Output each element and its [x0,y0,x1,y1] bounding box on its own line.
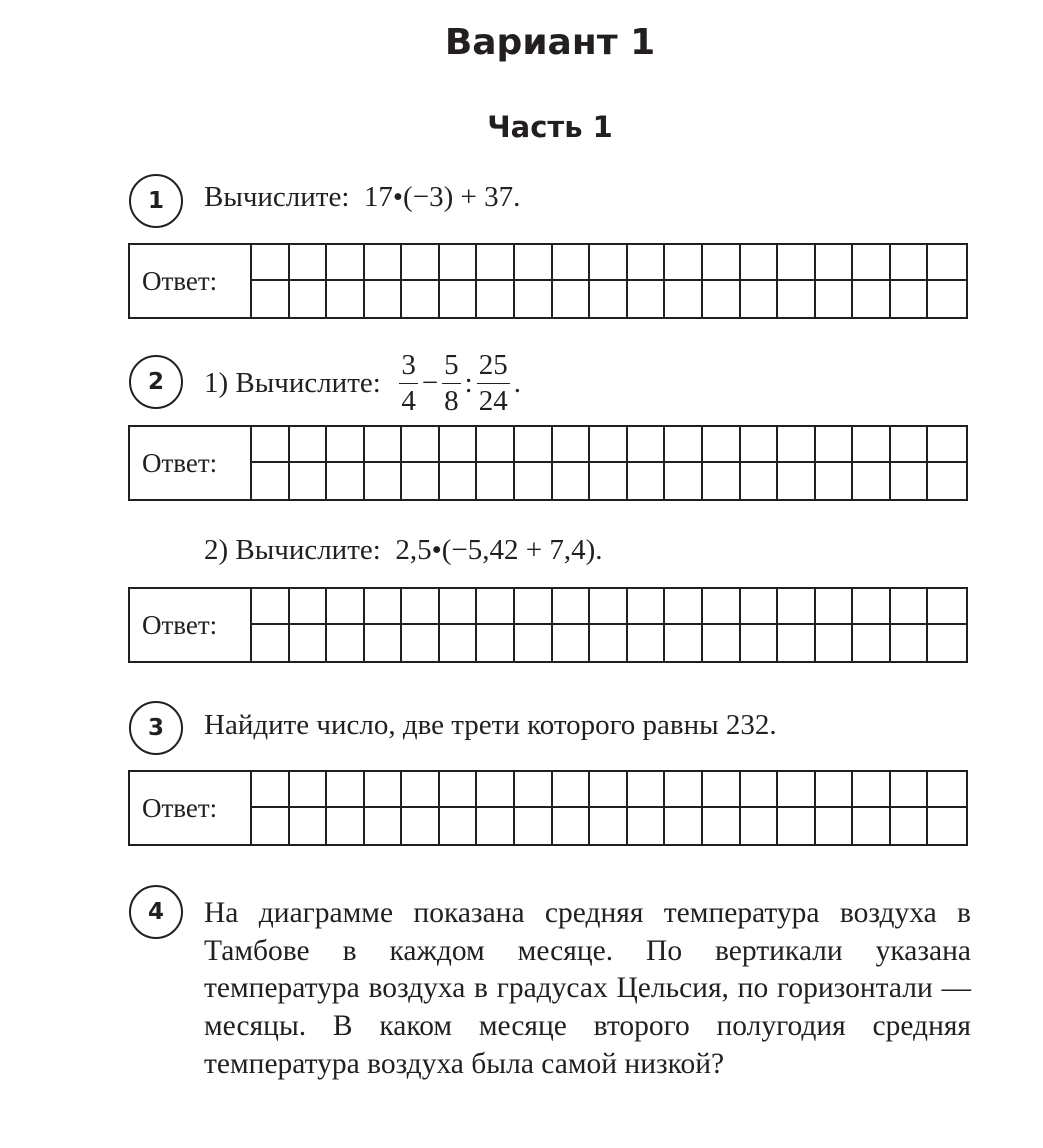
answer-cell[interactable] [515,589,553,625]
answer-cell[interactable] [778,772,816,808]
answer-cell[interactable] [440,625,478,661]
answer-cell[interactable] [778,427,816,463]
task-1-expression: 17•(−3) + 37. [363,181,521,213]
answer-box-2-2[interactable] [128,587,968,663]
answer-cell[interactable] [665,245,703,281]
variant-title [0,22,1043,63]
answer-cell[interactable] [928,245,966,281]
part-title [0,110,1043,144]
task-1-text [204,181,520,214]
numerator: 5 [442,351,461,384]
answer-cell[interactable] [590,427,628,463]
answer-cell[interactable] [703,772,741,808]
answer-cell[interactable] [741,808,779,844]
answer-cell[interactable] [477,589,515,625]
answer-cell[interactable] [703,463,741,499]
denominator: 4 [401,384,416,417]
task-1-prompt: Вычислите: [204,181,350,213]
fraction [442,348,461,417]
task-3-text [204,709,777,742]
answer-cell[interactable] [628,808,666,844]
answer-cell[interactable] [365,589,403,625]
answer-cell[interactable] [402,463,440,499]
numerator: 25 [477,351,510,384]
answer-cell[interactable] [590,589,628,625]
answer-cell[interactable] [553,772,591,808]
answer-cell[interactable] [665,427,703,463]
answer-cell[interactable] [553,808,591,844]
answer-cell[interactable] [440,772,478,808]
answer-label: Ответ: [130,427,252,499]
answer-cell[interactable] [590,463,628,499]
answer-cell[interactable] [665,463,703,499]
answer-grid[interactable] [252,772,966,844]
answer-cell[interactable] [365,245,403,281]
answer-cell[interactable] [440,808,478,844]
answer-cell[interactable] [778,281,816,317]
operator: . [513,366,521,399]
answer-cell[interactable] [515,281,553,317]
variant-title-text: Вариант 1 [444,22,656,63]
answer-cell[interactable] [741,427,779,463]
denominator: 8 [444,384,459,417]
answer-grid[interactable] [252,245,966,317]
task-2-1-text [204,348,521,418]
answer-cell[interactable] [778,463,816,499]
answer-cell[interactable] [778,245,816,281]
answer-cell[interactable] [891,281,929,317]
answer-cell[interactable] [440,463,478,499]
answer-cell[interactable] [252,772,290,808]
answer-cell[interactable] [440,245,478,281]
task-number-3 [129,701,183,755]
answer-cell[interactable] [327,772,365,808]
task-number-4-text: 4 [147,899,164,925]
answer-cell[interactable] [816,281,854,317]
answer-cell[interactable] [477,772,515,808]
answer-cell[interactable] [628,625,666,661]
answer-cell[interactable] [741,245,779,281]
answer-cell[interactable] [628,427,666,463]
answer-cell[interactable] [365,427,403,463]
answer-cell[interactable] [290,281,328,317]
answer-cell[interactable] [703,245,741,281]
answer-cell[interactable] [741,625,779,661]
answer-cell[interactable] [515,625,553,661]
answer-cell[interactable] [290,772,328,808]
answer-cell[interactable] [515,427,553,463]
answer-cell[interactable] [290,245,328,281]
answer-cell[interactable] [327,427,365,463]
answer-cell[interactable] [665,281,703,317]
answer-cell[interactable] [816,772,854,808]
answer-cell[interactable] [891,245,929,281]
answer-cell[interactable] [853,281,891,317]
task-2-1-prompt: 1) Вычислите: [204,366,381,399]
task-2-2-prompt: 2) Вычислите: [204,534,381,566]
answer-cell[interactable] [365,808,403,844]
answer-cell[interactable] [553,625,591,661]
answer-cell[interactable] [628,463,666,499]
answer-cell[interactable] [590,772,628,808]
answer-cell[interactable] [477,245,515,281]
task-number-1-text: 1 [147,188,164,214]
answer-cell[interactable] [741,463,779,499]
answer-cell[interactable] [440,281,478,317]
answer-cell[interactable] [515,463,553,499]
answer-cell[interactable] [402,589,440,625]
answer-cell[interactable] [515,808,553,844]
fraction [477,348,510,417]
answer-cell[interactable] [928,589,966,625]
answer-cell[interactable] [365,281,403,317]
answer-cell[interactable] [741,281,779,317]
answer-cell[interactable] [741,772,779,808]
answer-cell[interactable] [816,427,854,463]
answer-cell[interactable] [553,281,591,317]
answer-cell[interactable] [928,808,966,844]
answer-cell[interactable] [553,245,591,281]
task-number-2 [129,355,183,409]
answer-cell[interactable] [665,589,703,625]
answer-cell[interactable] [365,772,403,808]
answer-cell[interactable] [590,808,628,844]
task-number-3-text: 3 [147,715,164,741]
answer-cell[interactable] [477,625,515,661]
answer-cell[interactable] [665,625,703,661]
answer-cell[interactable] [628,245,666,281]
answer-box-1[interactable] [128,243,968,319]
answer-cell[interactable] [816,808,854,844]
task-2-2-expression: 2,5•(−5,42 + 7,4). [395,534,603,566]
task-3-prompt: Найдите число, две трети которого равны 232. [204,709,777,741]
answer-cell[interactable] [703,427,741,463]
answer-cell[interactable] [853,245,891,281]
answer-cell[interactable] [853,589,891,625]
answer-cell[interactable] [252,245,290,281]
answer-cell[interactable] [440,427,478,463]
answer-cell[interactable] [402,245,440,281]
answer-cell[interactable] [928,625,966,661]
answer-label: Ответ: [130,245,252,317]
answer-label: Ответ: [130,772,252,844]
answer-cell[interactable] [853,463,891,499]
answer-cell[interactable] [553,427,591,463]
part-title-text: Часть 1 [487,110,613,144]
answer-cell[interactable] [928,772,966,808]
answer-cell[interactable] [477,281,515,317]
denominator: 24 [478,384,508,417]
answer-cell[interactable] [365,463,403,499]
answer-cell[interactable] [327,625,365,661]
answer-cell[interactable] [252,463,290,499]
answer-cell[interactable] [290,808,328,844]
answer-cell[interactable] [402,427,440,463]
answer-cell[interactable] [703,589,741,625]
answer-cell[interactable] [891,427,929,463]
answer-cell[interactable] [928,427,966,463]
task-number-1 [129,174,183,228]
answer-cell[interactable] [590,245,628,281]
answer-cell[interactable] [928,463,966,499]
answer-cell[interactable] [853,772,891,808]
answer-cell[interactable] [327,245,365,281]
answer-cell[interactable] [891,772,929,808]
answer-cell[interactable] [553,589,591,625]
answer-cell[interactable] [778,808,816,844]
answer-cell[interactable] [290,427,328,463]
answer-cell[interactable] [778,625,816,661]
answer-cell[interactable] [327,808,365,844]
task-4-text: На диаграмме показана средняя температура воздуха в Тамбове в каждом месяце. По вертикали указана температура воздуха в градусах Цельсия, по горизонтали — месяцы. В каком месяце второго полугодия средняя температура воздуха была самой низкой? [204,897,971,1080]
answer-cell[interactable] [891,808,929,844]
answer-cell[interactable] [515,772,553,808]
answer-cell[interactable] [891,463,929,499]
answer-cell[interactable] [703,808,741,844]
answer-cell[interactable] [402,281,440,317]
answer-cell[interactable] [327,281,365,317]
answer-cell[interactable] [402,808,440,844]
task-number-4 [129,885,183,939]
answer-cell[interactable] [327,589,365,625]
answer-cell[interactable] [290,625,328,661]
answer-cell[interactable] [628,281,666,317]
answer-cell[interactable] [703,625,741,661]
answer-cell[interactable] [290,589,328,625]
answer-cell[interactable] [816,463,854,499]
answer-cell[interactable] [553,463,591,499]
answer-grid[interactable] [252,427,966,499]
answer-cell[interactable] [477,808,515,844]
answer-cell[interactable] [402,772,440,808]
answer-cell[interactable] [816,245,854,281]
answer-cell[interactable] [853,427,891,463]
answer-box-2-1[interactable] [128,425,968,501]
answer-cell[interactable] [515,245,553,281]
answer-cell[interactable] [703,281,741,317]
answer-cell[interactable] [402,625,440,661]
numerator: 3 [399,351,418,384]
answer-cell[interactable] [665,808,703,844]
answer-cell[interactable] [628,772,666,808]
answer-cell[interactable] [665,772,703,808]
answer-cell[interactable] [290,463,328,499]
answer-cell[interactable] [252,625,290,661]
answer-cell[interactable] [252,808,290,844]
answer-cell[interactable] [816,625,854,661]
answer-label: Ответ: [130,589,252,661]
answer-cell[interactable] [252,427,290,463]
answer-cell[interactable] [477,463,515,499]
answer-cell[interactable] [440,589,478,625]
answer-cell[interactable] [816,589,854,625]
answer-cell[interactable] [741,589,779,625]
answer-cell[interactable] [477,427,515,463]
answer-cell[interactable] [327,463,365,499]
answer-cell[interactable] [590,281,628,317]
answer-cell[interactable] [853,625,891,661]
operator: − [421,366,439,399]
answer-cell[interactable] [778,589,816,625]
answer-cell[interactable] [252,281,290,317]
task-2-2-text [204,534,603,567]
answer-grid[interactable] [252,589,966,661]
task-number-2-text: 2 [147,369,164,395]
answer-cell[interactable] [928,281,966,317]
answer-cell[interactable] [853,808,891,844]
answer-cell[interactable] [252,589,290,625]
operator: : [464,366,473,399]
answer-cell[interactable] [590,625,628,661]
answer-cell[interactable] [628,589,666,625]
fraction [399,348,418,417]
answer-cell[interactable] [891,589,929,625]
answer-cell[interactable] [891,625,929,661]
answer-cell[interactable] [365,625,403,661]
answer-box-3[interactable] [128,770,968,846]
